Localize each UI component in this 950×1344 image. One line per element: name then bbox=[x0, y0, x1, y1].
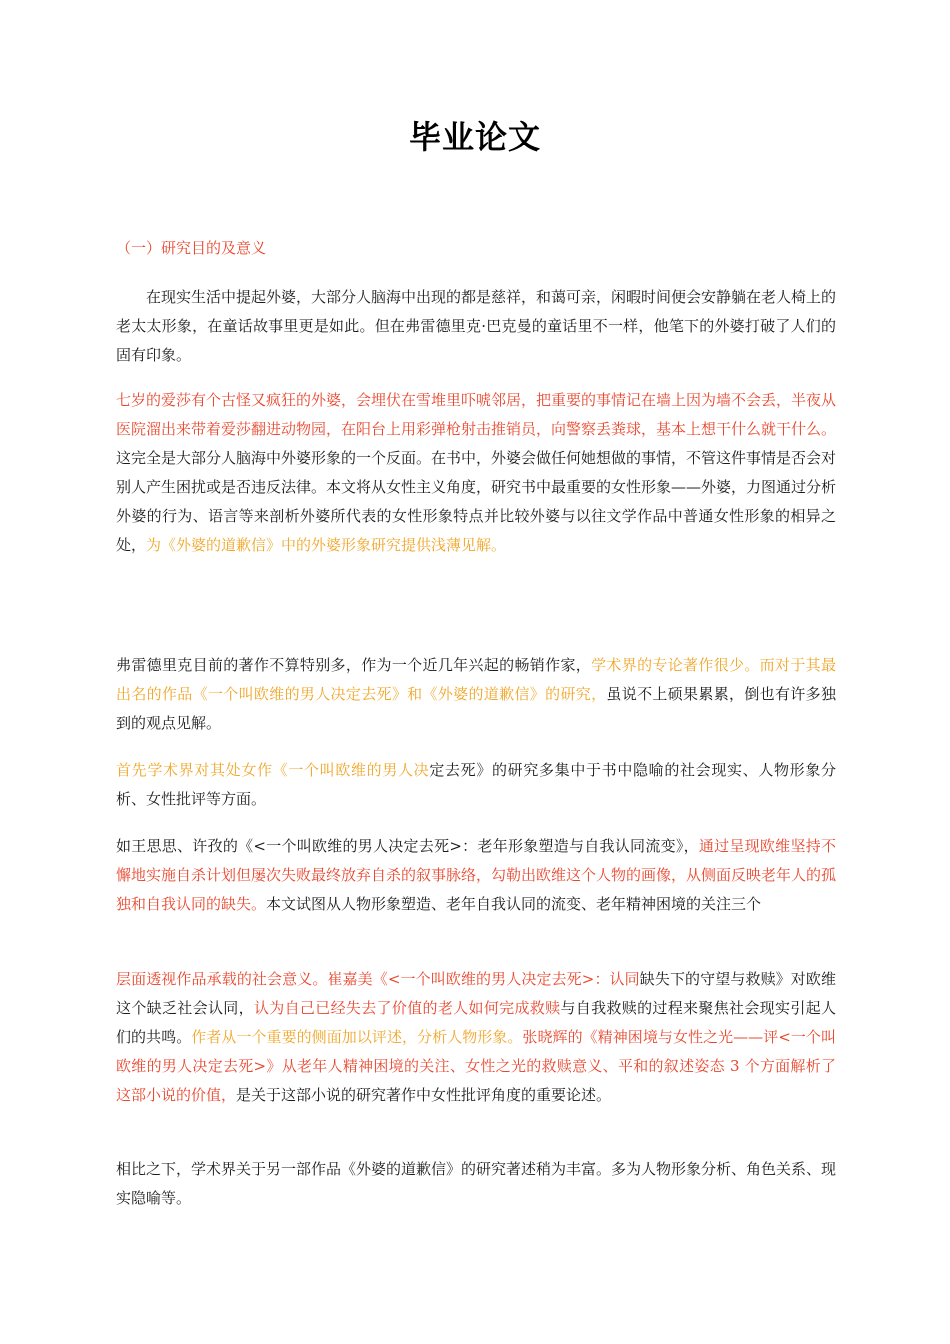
paragraph-7-text: 相比之下，学术界关于另一部作品《外婆的道歉信》的研究著述稍为丰富。多为人物形象分析、角色关系、现实隐喻等。 bbox=[116, 1160, 837, 1207]
paragraph-5-text-b: 本文试图从人物形象塑造、老年自我认同的流变、老年精神困境的关注三个 bbox=[266, 895, 762, 913]
document-title: 毕业论文 bbox=[408, 118, 541, 156]
paragraph-1-text: 在现实生活中提起外婆，大部分人脑海中出现的都是慈祥，和蔼可亲，闲暇时间便会安静躺在老人椅上的老太太形象，在童话故事里更是如此。但在弗雷德里克·巴克曼的童话里不一样，他笔下的外婆打破了人们的固有印象。 bbox=[116, 288, 837, 364]
paragraph-5-text-a: 如王思思、许孜的《<一个叫欧维的男人决定去死>：老年形象塑造与自我认同流变》， bbox=[116, 837, 699, 855]
paragraph-6-text-a: 缺失下的守望与救赎》对欧维这个缺乏社会认同， bbox=[116, 970, 836, 1017]
paragraph-2-highlight-red: 七岁的爱莎有个古怪又疯狂的外婆，会埋伏在雪堆里吓唬邻居，把重要的事情记在墙上因为墙不会丢，半夜从医院溜出来带着爱莎翻进动物园，在阳台上用彩弹枪射击推销员，向警察丢粪球，基本上想干什么就干什么。 bbox=[116, 391, 837, 438]
paragraph-6 bbox=[116, 965, 836, 1110]
section-heading: （一）研究目的及意义 bbox=[116, 239, 267, 257]
paragraph-6-highlight-orange: 作者从一个重要的侧面加以评述，分析人物形象。 bbox=[191, 1028, 523, 1046]
paragraph-3 bbox=[116, 651, 836, 738]
paragraph-3-text-b: 虽说不上硕果累累，倒也有许多独到的观点见解。 bbox=[116, 685, 836, 732]
paragraph-2-highlight-orange: 为《外婆的道歉信》中的外婆形象研究提供浅薄见解。 bbox=[146, 536, 507, 554]
paragraph-4 bbox=[116, 756, 836, 814]
paragraph-2 bbox=[116, 386, 836, 560]
paragraph-6-highlight-red-a: 层面透视作品承载的社会意义。崔嘉美《<一个叫欧维的男人决定去死>：认同 bbox=[116, 970, 640, 988]
paragraph-3-highlight-orange: 学术界的专论著作很少。而对于其最出名的作品《一个叫欧维的男人决定去死》和《外婆的道歉信》的研究， bbox=[116, 656, 836, 703]
paragraph-6-text-c: 是关于这部小说的研究著作中女性批评角度的重要论述。 bbox=[236, 1086, 612, 1104]
paragraph-6-highlight-red-c: 张晓辉的《精神困境与女性之光——评<一个叫欧维的男人决定去死>》从老年人精神困境的关注、女性之光的救赎意义、平和的叙述姿态 3 个方面解析了这部小说的价值， bbox=[116, 1028, 836, 1104]
paragraph-4-highlight-orange: 首先学术界对其处女作《一个叫欧维的男人决 bbox=[116, 761, 430, 779]
paragraph-6-highlight-red-b: 认为自己已经失去了价值的老人如何完成救赎 bbox=[253, 999, 561, 1017]
paragraph-7 bbox=[116, 1155, 836, 1213]
paragraph-6-text-b: 与自我救赎的过程来聚焦社会现实引起人们的共鸣。 bbox=[116, 999, 836, 1046]
paragraph-5-highlight-red: 通过呈现欧维坚持不懈地实施自杀计划但屡次失败最终放弃自杀的叙事脉络，勾勒出欧维这个人物的画像，从侧面反映老年人的孤独和自我认同的缺失。 bbox=[116, 837, 837, 913]
paragraph-5 bbox=[116, 832, 836, 919]
paragraph-2-text: 这完全是大部分人脑海中外婆形象的一个反面。在书中，外婆会做任何她想做的事情，不管这件事情是否会对别人产生困扰或是否违反法律。本文将从女性主义角度，研究书中最重要的女性形象——外婆，力图通过分析外婆的行为、语言等来剖析外婆所代表的女性形象特点并比较外婆与以往文学作品中普通女性形象的相异之处， bbox=[116, 449, 837, 554]
paragraph-3-text-a: 弗雷德里克目前的著作不算特别多，作为一个近几年兴起的畅销作家， bbox=[116, 656, 592, 674]
paragraph-1 bbox=[116, 283, 836, 370]
paragraph-4-text: 定去死》的研究多集中于书中隐喻的社会现实、人物形象分析、女性批评等方面。 bbox=[116, 761, 836, 808]
